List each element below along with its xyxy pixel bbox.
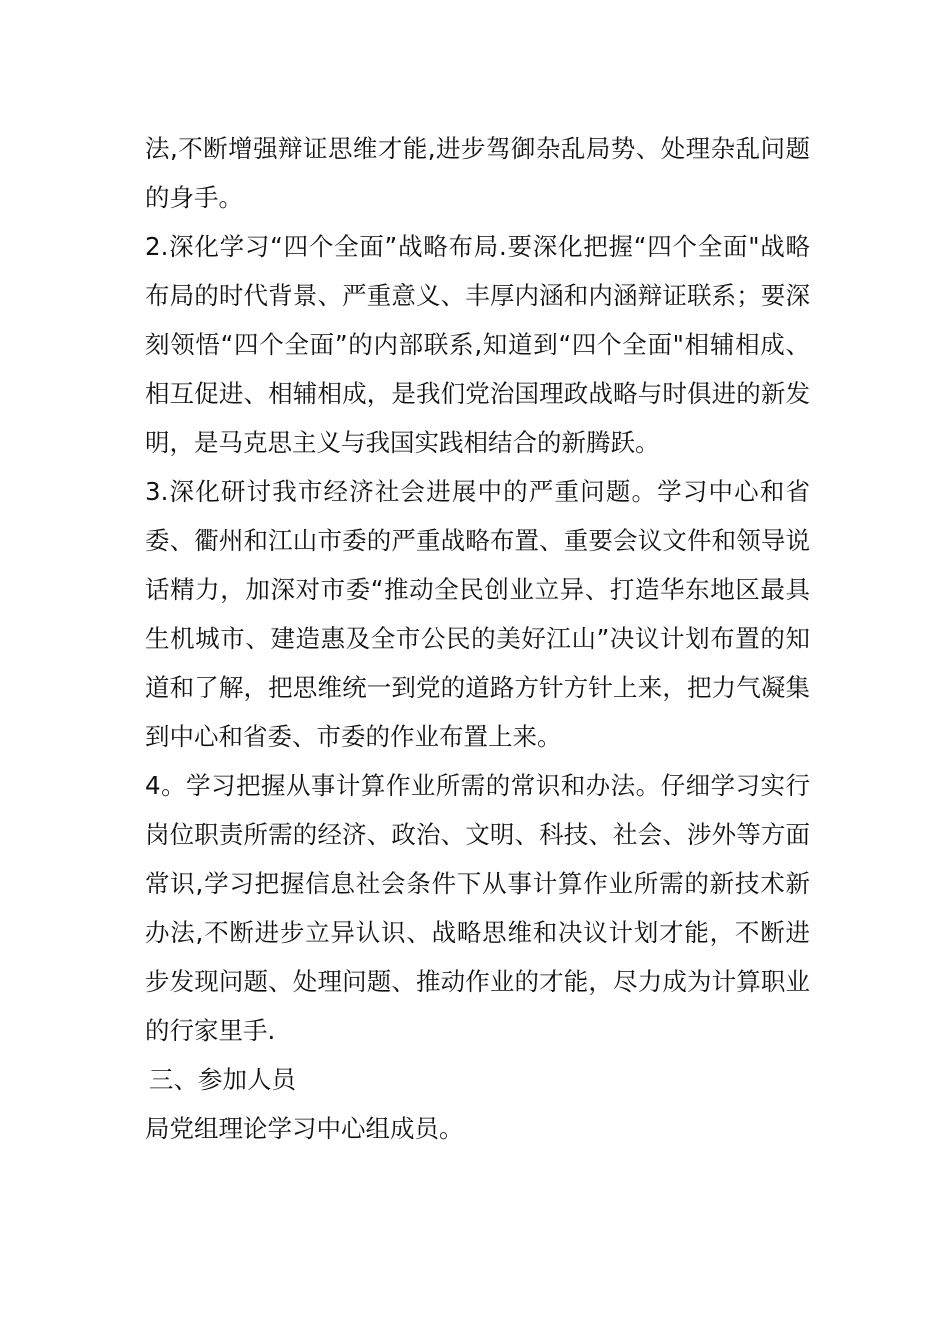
document-body <box>145 124 810 1153</box>
paragraph-continuation: 法,不断增强辩证思维才能,进步驾御杂乱局势、处理杂乱问题的身手。 <box>145 134 810 212</box>
section-heading: 三、参加人员 <box>149 1065 296 1094</box>
paragraph-item-4: 4。学习把握从事计算作业所需的常识和办法。仔细学习实行岗位职责所需的经济、政治、文明、科技、社会、涉外等方面常识,学习把握信息社会条件下从事计算作业所需的新技术新办法,不断进步立异认识、战略思维和决议计划才能，不断进步发现问题、处理问题、推动作业的才能，尽力成为计算职业的行家里手. <box>145 771 810 1045</box>
paragraph-item-2: 2.深化学习“四个全面”战略布局.要深化把握“四个全面"战略布局的时代背景、严重意义、丰厚内涵和内涵辩证联系；要深刻领悟“四个全面”的内部联系,知道到“四个全面"相辅相成、相互促进、相辅相成，是我们党治国理政战略与时俱进的新发明，是马克思主义与我国实践相结合的新腾跃。 <box>145 232 810 457</box>
participants-text: 局党组理论学习中心组成员。 <box>145 1114 464 1143</box>
paragraph-item-3: 3.深化研讨我市经济社会进展中的严重问题。学习中心和省委、衢州和江山市委的严重战略布置、重要会议文件和领导说话精力，加深对市委“推动全民创业立异、打造华东地区最具生机城市、建造惠及全市公民的美好江山”决议计划布置的知道和了解，把思维统一到党的道路方针方针上来，把力气凝集到中心和省委、市委的作业布置上来。 <box>145 477 810 751</box>
